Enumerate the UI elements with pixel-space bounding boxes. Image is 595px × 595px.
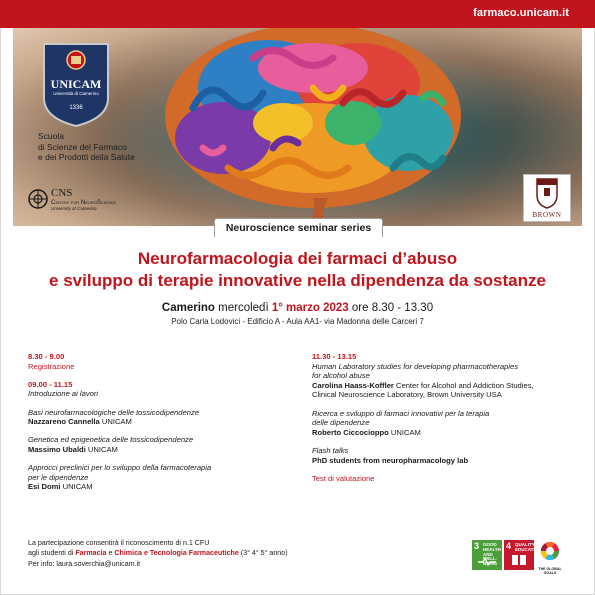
footer-text: (3° 4° 5° anno) <box>238 549 288 558</box>
sdg-number: 4 <box>506 541 512 551</box>
unicam-year: 1336 <box>69 105 83 111</box>
program-label: Registrazione <box>28 361 75 371</box>
speaker-name: Esi Domi <box>28 482 61 492</box>
program-time: 09.00 - 11.15 <box>28 379 73 389</box>
program-item <box>28 380 288 399</box>
program-time: 11.30 - 13.15 <box>312 352 357 361</box>
event-location: Polo Carla Lodovici - Edificio A - Aula AA1- via Madonna delle Carceri 7 <box>171 317 424 326</box>
sdg-label: QUALITY EDUCATION <box>515 542 542 552</box>
program-topic: Approcci preclinici per lo sviluppo della farmacoterapia <box>28 463 212 473</box>
event-day: mercoledì <box>218 302 269 314</box>
speaker-affiliation: UNICAM <box>99 417 132 427</box>
program-right <box>312 352 582 492</box>
speaker-name: Nazzareno Cannella <box>28 417 100 427</box>
cns-emblem-icon <box>27 188 49 210</box>
global-goals-wheel-icon <box>535 540 565 562</box>
brown-label: BROWN <box>532 211 562 219</box>
speaker-affiliation: UNICAM <box>388 427 421 437</box>
global-goals-logo <box>535 540 565 575</box>
speaker-name: Massimo Ubaldi <box>28 444 86 454</box>
cns-title: CNS <box>51 187 73 199</box>
title-line-1: Neurofarmacologia dei farmaci d’abuso <box>137 249 458 268</box>
brown-logo <box>523 174 571 222</box>
program-topic: Human Laboratory studies for developing pharmacotherapies <box>312 361 518 371</box>
unicam-name: UNICAM <box>50 77 102 91</box>
program-item <box>312 446 582 465</box>
footer-text: e <box>106 549 115 558</box>
speaker-affiliation: Center for Alcohol and Addiction Studies, <box>393 380 534 390</box>
program-item <box>28 435 288 454</box>
global-goals-label: THE GLOBAL GOALS <box>538 567 562 575</box>
footer-info <box>28 538 288 569</box>
program-topic: for alcohol abuse <box>312 371 370 381</box>
footer-text: agli studenti di <box>28 549 76 558</box>
sdg-3-badge <box>472 540 502 570</box>
program-topic: Ricerca e sviluppo di farmaci innovativi per la terapia <box>312 408 490 418</box>
course-name: Farmacia <box>75 549 107 558</box>
program-label: Test di valutazione <box>312 473 375 483</box>
speaker-affiliation: UNICAM <box>60 482 93 492</box>
sdg-number: 3 <box>474 541 480 551</box>
hero-banner <box>13 28 582 226</box>
book-icon <box>504 540 542 570</box>
sdg-4-badge <box>504 540 542 570</box>
cns-uni: University of Camerino <box>51 206 97 211</box>
program-item <box>28 352 288 371</box>
program-item <box>312 474 582 484</box>
heart-pulse-icon <box>472 540 502 570</box>
speaker-name: Carolina Haass-Koffler <box>312 380 394 390</box>
brown-shield-icon <box>524 175 570 211</box>
program-item <box>312 352 582 400</box>
program-topic: Introduzione ai lavori <box>28 389 99 399</box>
scuola-line-3: e dei Prodotti della Salute <box>38 152 135 162</box>
scuola-label <box>38 131 148 163</box>
series-tab: Neuroscience seminar series <box>214 218 383 237</box>
scuola-line-2: di Scienze del Farmaco <box>38 141 127 152</box>
footer-line-1: La partecipazione consentirà il riconoscimento di n.1 CFU <box>28 539 210 547</box>
program-topic: Flash talks <box>312 445 349 455</box>
event-date-value: 1° marzo 2023 <box>271 302 349 314</box>
cns-logo <box>27 186 147 216</box>
program-topic: delle dipendenze <box>312 418 370 428</box>
title-line-2: e sviluppo di terapie innovative nella dipendenza da sostanze <box>49 271 546 290</box>
cns-sub: Center for NeuroScience <box>51 199 117 206</box>
program-item <box>28 408 288 427</box>
scuola-line-1: Scuola <box>38 131 64 141</box>
event-hours: ore 8.30 - 13.30 <box>351 302 434 314</box>
site-link[interactable]: farmaco.unicam.it <box>473 7 569 19</box>
course-name: Chimica e Tecnologia Farmaceutiche <box>114 549 239 558</box>
program-time: 8.30 - 9.00 <box>28 352 65 361</box>
speaker-name: Roberto Ciccocioppo <box>312 427 389 437</box>
footer-line-2 <box>28 548 288 558</box>
footer-contact[interactable]: Per info: laura.soverchia@unicam.it <box>28 559 141 568</box>
event-date <box>0 302 595 314</box>
top-bar <box>0 0 595 28</box>
program-topic: per le dipendenze <box>28 472 89 482</box>
sdg-label: GOOD HEALTH AND WELL-BEING <box>483 542 501 567</box>
speaker-name: PhD students from neuropharmacology lab <box>312 455 469 465</box>
speaker-affiliation: Clinical Neuroscience Laboratory, Brown University USA <box>312 390 502 400</box>
speaker-affiliation: UNICAM <box>85 444 118 454</box>
event-city: Camerino <box>161 302 215 314</box>
program-topic: Genetica ed epigenetica delle tossicodipendenze <box>28 435 194 445</box>
program-left <box>28 352 288 501</box>
program-item <box>312 409 582 438</box>
program-topic: Basi neurofarmacologiche delle tossicodipendenze <box>28 407 199 417</box>
unicam-sub: Università di Camerino <box>53 91 99 96</box>
program-item <box>28 463 288 492</box>
